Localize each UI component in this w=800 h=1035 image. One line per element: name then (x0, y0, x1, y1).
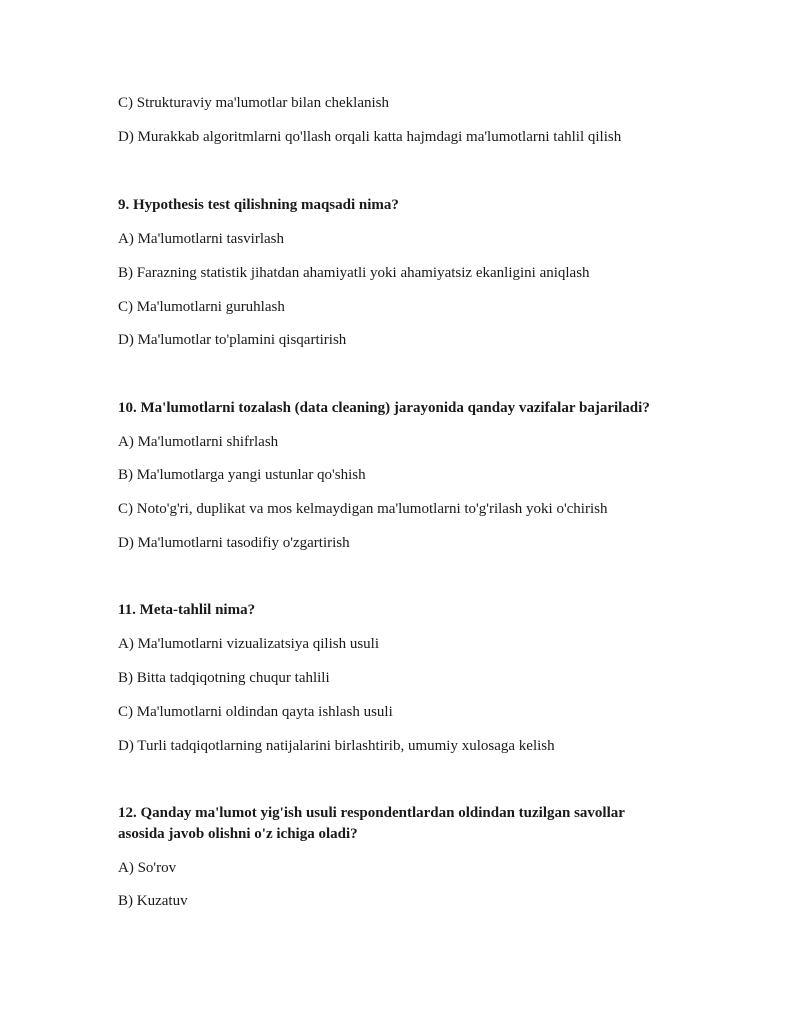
q10-option-a: A) Ma'lumotlarni shifrlash (118, 434, 279, 450)
q10-option-b: B) Ma'lumotlarga yangi ustunlar qo'shish (118, 467, 366, 483)
q11-option-a: A) Ma'lumotlarni vizualizatsiya qilish usuli (118, 636, 379, 652)
q12-option-a: A) So'rov (118, 860, 177, 876)
question-12-line-2: asosida javob olishni o'z ichiga oladi? (118, 826, 358, 842)
q11-option-b: B) Bitta tadqiqotning chuqur tahlili (118, 670, 330, 686)
question-10: 10. Ma'lumotlarni tozalash (data cleaning) jarayonida qanday vazifalar bajariladi? (118, 400, 650, 416)
option-c-prev: C) Strukturaviy ma'lumotlar bilan cheklanish (118, 95, 389, 111)
question-9: 9. Hypothesis test qilishning maqsadi nima? (118, 197, 399, 213)
q10-option-c: C) Noto'g'ri, duplikat va mos kelmaydigan ma'lumotlarni to'g'rilash yoki o'chirish (118, 501, 608, 517)
q9-option-b: B) Farazning statistik jihatdan ahamiyatli yoki ahamiyatsiz ekanligini aniqlash (118, 265, 590, 281)
q10-option-d: D) Ma'lumotlarni tasodifiy o'zgartirish (118, 535, 350, 551)
question-11: 11. Meta-tahlil nima? (118, 602, 256, 618)
q11-option-c: C) Ma'lumotlarni oldindan qayta ishlash usuli (118, 704, 393, 720)
question-12-line-1: 12. Qanday ma'lumot yig'ish usuli respondentlardan oldindan tuzilgan savollar (118, 805, 625, 821)
option-d-prev: D) Murakkab algoritmlarni qo'llash orqali katta hajmdagi ma'lumotlarni tahlil qilish (118, 129, 622, 145)
q11-option-d: D) Turli tadqiqotlarning natijalarini birlashtirib, umumiy xulosaga kelish (118, 738, 555, 754)
q9-option-c: C) Ma'lumotlarni guruhlash (118, 299, 285, 315)
q12-option-b: B) Kuzatuv (118, 893, 188, 909)
q9-option-a: A) Ma'lumotlarni tasvirlash (118, 231, 285, 247)
q9-option-d: D) Ma'lumotlar to'plamini qisqartirish (118, 332, 347, 348)
